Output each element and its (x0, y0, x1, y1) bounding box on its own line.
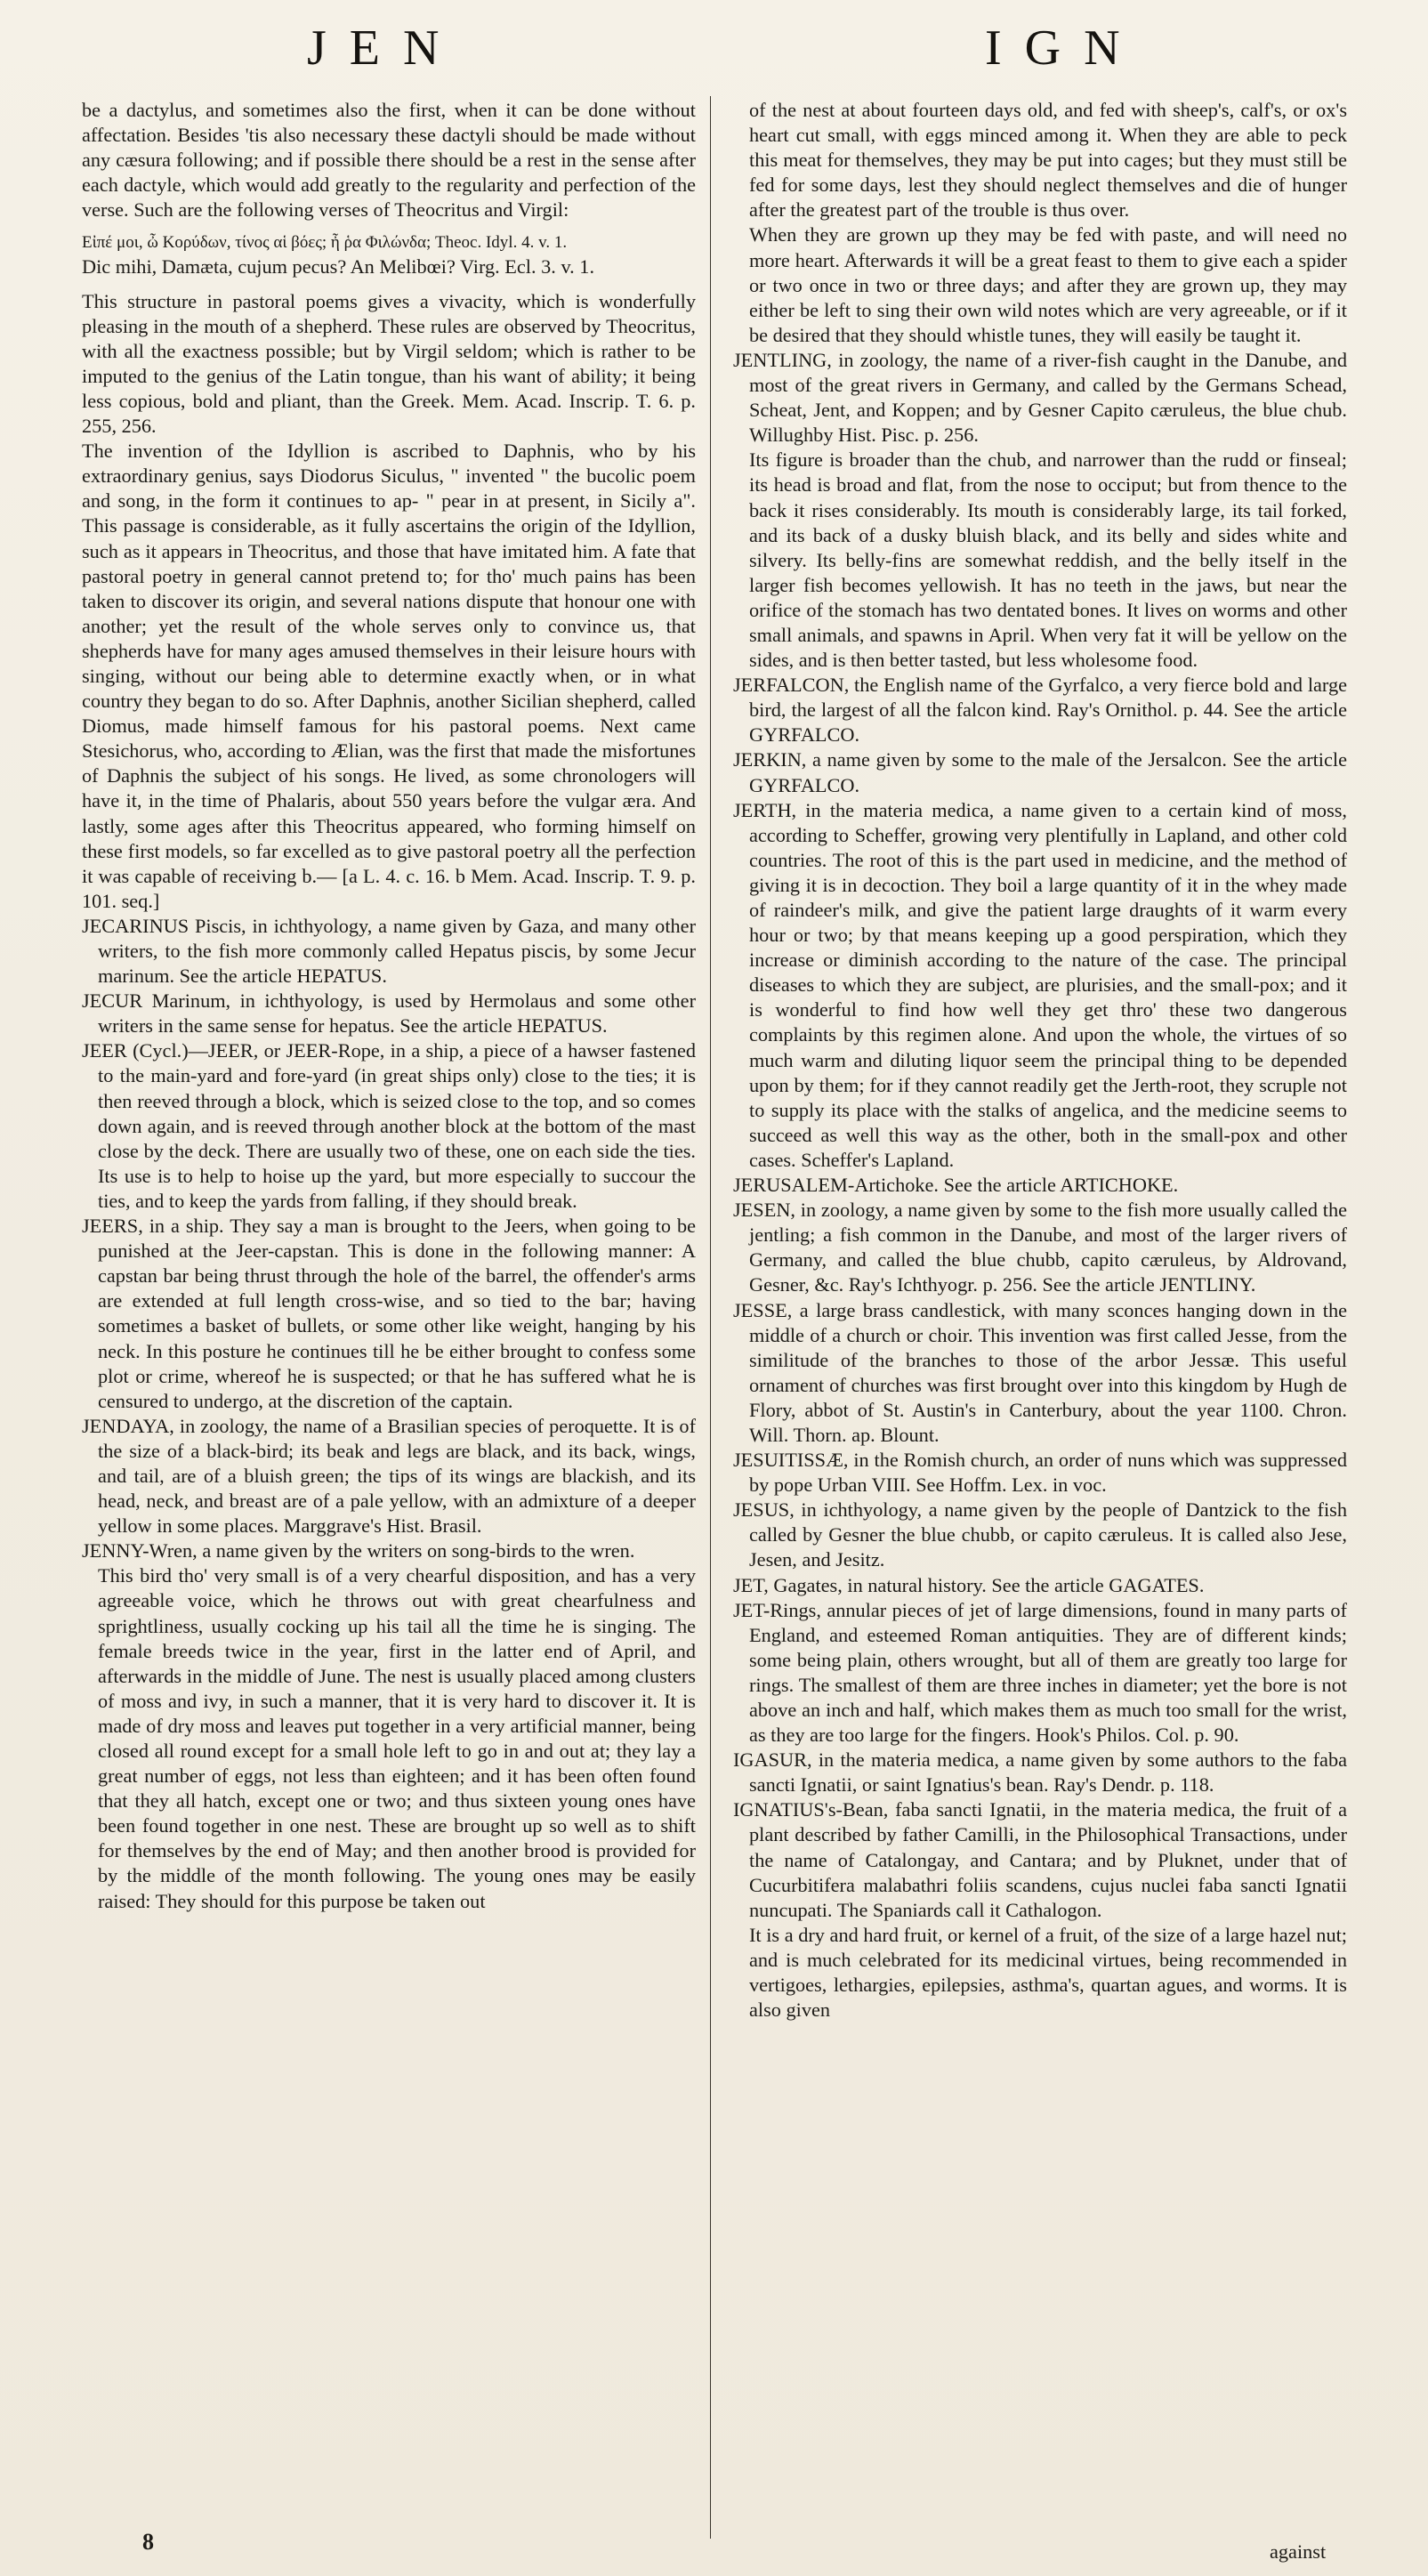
entry-jeers: JEERS, in a ship. They say a man is brought to the Jeers, when going to be punished at the Jeer-capstan. This is done in the following manner: A capstan bar being thrust through the hole of the barrel, the offender's arms are extended at full length cross-wise, and so tied to the bar; having sometimes a basket of bullets, or some other like weight, hanging by his neck. In this posture he continues till he be either brought to confess some plot or crime, whereof he is suspected; or that he has suffered what he is censured to undergo, at the discretion of the captain. (82, 1215, 696, 1412)
entry-jeer: JEER (Cycl.)—JEER, or JEER-Rope, in a ship, a piece of a hawser fastened to the main-yard and fore-yard (in great ships only) close to the ties; it is then reeved through a block, which is seized close to the top, and so comes down again, and is reeved through another block at the bottom of the mast close by the deck. There are usually two of these, one on each side the ties. Its use is to help to hoise up the yard, but more especially to succour the ties, and to keep the yards from falling, if they should break. (82, 1039, 696, 1212)
entry-jerth: JERTH, in the materia medica, a name given to a certain kind of moss, according to Scheffer, growing very plentifully in Lapland, and other cold countries. The root of this is the part used in medicine, and the method of giving it is in decoction. They boil a large quantity of it in the whey made of raindeer's milk, and give the patient large draughts of it warm every hour or two; by that means keeping up a good perspiration, which they increase or diminish according to the nature of the case. The principal diseases to which they are subject, are plurisies, and the small-pox; and it is wonderful to find how well they get thro' these two dangerous complaints by this regimen alone. And upon the whole, the virtues of so much warm and diluting liquor seem the principal thing to be depended upon by them; for if they cannot readily get the Jerth-root, they scruple not to supply its place with the stalks of angelica, and the medicine seems to succeed as well this way as the other, both in the small-pox and other cases. Scheffer's Lapland. (733, 798, 1347, 1171)
running-head-right: IGN (985, 20, 1143, 76)
entry-jesse: JESSE, a large brass candlestick, with many sconces hanging down in the middle of a church or choir. This invention was first called Jesse, from the similitude of the branches to those of the arbor Jessæ. This useful ornament of churches was first brought over into this kingdom by Hugh de Flory, abbot of St. Austin's in Canterbury, about the year 1100. Chron. Will. Thorn. ap. Blount. (733, 1298, 1347, 1446)
entry-jesen: JESEN, in zoology, a name given by some to the fish more usually called the jentling; a fish common in the Danube, and most of the larger rivers of Germany, and called the blue chubb, capito cæruleus, by Aldrovand, Gesner, &c. Ray's Ichthyogr. p. 256. See the article JENTLINY. (733, 1199, 1347, 1296)
entry-jecarinus: JECARINUS Piscis, in ichthyology, a name given by Gaza, and many other writers, to the fish more commonly called Hepatus piscis, by some Jecur marinum. See the article HEPATUS. (82, 914, 696, 988)
catchword: against (1270, 2540, 1327, 2563)
entry-jet-rings: JET-Rings, annular pieces of jet of large dimensions, found in many parts of England, and esteemed Roman antiquities. They are of different kinds; some being plain, others wrought, but all of them are greatly too large for rings. The smallest of them are three inches in diameter; yet the bore is not above an inch and half, which makes them as much too small for the wrist, as they are too large for the fingers. Hook's Philos. Col. p. 90. (733, 1598, 1347, 1747)
entry-jesus: JESUS, in ichthyology, a name given by the people of Dantzick to the fish called by Gesner the blue chubb, or capito cæruleus. It is called also Jese, Jesen, and Jesitz. (733, 1498, 1347, 1571)
entry-jerusalem-artichoke: JERUSALEM-Artichoke. See the article ARTICHOKE. (733, 1174, 1179, 1197)
paragraph: Its figure is broader than the chub, and narrower than the rudd or finseal; its head is broad and flat, from the nose to occiput; but from thence to the back it rises considerably. Its mouth is considerably large, its tail forked, and its back of a dusky bluish black, and its belly and sides white and silvery. Its belly-fins are somewhat reddish, and the belly itself in the larger fish becomes yellowish. It has no teeth in the jaws, but near the orifice of the stomach has two dentated bones. It lives on worms and other small animals, and spawns in April. When very fat it will be yellow on the sides, and is then better tasted, but less wholesome food. (749, 448, 1347, 672)
entry-jerfalcon: JERFALCON, the English name of the Gyrfalco, a very fierce bold and large bird, the largest of all the falcon kind. Ray's Ornithol. p. 44. See the article GYRFALCO. (733, 674, 1347, 747)
paragraph: The invention of the Idyllion is ascribed to Daphnis, who by his extraordinary genius, says Diodorus Siculus, " invented " the bucolic poem and song, in the form it continues to ap- " pear in at present, in Sicily a". This passage is considerable, as it fully ascertains the origin of the Idyllion, such as it appears in Theocritus, and those that have imitated him. A fate that pastoral poetry in general cannot pretend to; for tho' much pains has been taken to discover its origin, and several nations dispute that honour one with another; yet the result of the whole serves only to convince us, that shepherds have for many ages amused themselves in their leisure hours with singing, without our being able to determine exactly when, or in what country they began to do so. After Daphnis, another Sicilian shepherd, called Diomus, made himself famous for his pastoral poems. Next came Stesichorus, who, according to Ælian, was the first that made the misfortunes of Daphnis the subject of his songs. He lived, as some chronologers will have it, in the time of Phalaris, about 550 years before the vulgar æra. And lastly, some ages after this Theocritus appeared, who forming himself on these first models, so far excelled as to give pastoral poetry all the perfection it was capable of receiving b.— [a L. 4. c. 16. b Mem. Acad. Inscrip. T. 9. p. 101. seq.] (82, 440, 696, 912)
entry-igasur: IGASUR, in the materia medica, a name given by some authors to the faba sancti Ignatii, or saint Ignatius's bean. Ray's Dendr. p. 118. (733, 1748, 1347, 1797)
paragraph: It is a dry and hard fruit, or kernel of a fruit, of the size of a large hazel nut; and is much celebrated for its medicinal virtues, being recommended in vertigoes, lethargies, epilepsies, asthma's, quartan agues, and worms. It is also given (749, 1923, 1347, 2022)
paragraph: When they are grown up they may be fed with paste, and will need no more heart. Afterwards it will be a great feast to them to give each a spider or two once in two or three days; and after they are grown up, they may either be left to sing their own wild notes which are very agreeable, or if it be desired that they should whistle tunes, they will easily be taught it. (749, 223, 1347, 346)
entry-jecur: JECUR Marinum, in ichthyology, is used by Hermolaus and some other writers in the same sense for hepatus. See the article HEPATUS. (82, 989, 696, 1038)
paragraph: be a dactylus, and sometimes also the first, when it can be done without affectation. Besides 'tis also necessary these dactyli should be made without any cæsura following; and if possible there should be a rest in the sense after each dactyle, which would add greatly to the regularity and perfection of the verse. Such are the following verses of Theocritus and Virgil: (82, 99, 696, 222)
entry-jentling: JENTLING, in zoology, the name of a river-fish caught in the Danube, and most of the great rivers in Germany, and called by the Germans Schead, Scheat, Jent, and Koppen; and by Gesner Capito cæruleus, the blue chub. Willughby Hist. Pisc. p. 256. (733, 348, 1347, 447)
folio-number: 8 (142, 2529, 154, 2555)
left-column (82, 98, 696, 2536)
running-head-left: JEN (307, 20, 463, 76)
column-divider (710, 96, 711, 2539)
paragraph: This bird tho' very small is of a very chearful disposition, and has a very agreeable voice, which he throws out with great chearfulness and sprightliness, usually cocking up his tail all the time he is singing. The female breeds twice in the year, first in the latter end of April, and afterwards in the middle of June. The nest is usually placed among clusters of moss and ivy, in such a manner, that it is very hard to discover it. It is made of dry moss and leaves put together in a very artificial manner, being closed all round except for a small hole left to go in and out at; they lay a great number of eggs, not less than eighteen; and it has been often found that they all hatch, except one or two; and thus sixteen young ones have been found together in one nest. These are brought up so well as to shift for themselves by the end of May; and then another brood is provided for by the middle of the month following. The young ones may be easily raised: They should for this purpose be taken out (98, 1564, 696, 1912)
right-column (733, 98, 1347, 2536)
paragraph: of the nest at about fourteen days old, and fed with sheep's, calf's, or ox's heart cut small, with eggs minced among it. When they are able to peck this meat for themselves, they may be put into cages; but they must still be fed for some days, lest they should neglect themselves and die of hunger after the greatest part of the trouble is thus over. (749, 99, 1347, 222)
entry-ignatius-bean: IGNATIUS's-Bean, faba sancti Ignatii, in the materia medica, the fruit of a plant described by father Camilli, in the Philosophical Transactions, under the name of Catalongay, and Cantara; and by Pluknet, under that of Cucurbitifera malabathri foliis scandens, cujus nuclei faba sancti Ignatii nuncupati. The Spaniards call it Cathalogon. (733, 1798, 1347, 1921)
latin-quotation: Dic mihi, Damæta, cujum pecus? An Melibœi? Virg. Ecl. 3. v. 1. (82, 255, 595, 279)
entry-jenny-wren: JENNY-Wren, a name given by the writers on song-birds to the wren. (82, 1539, 635, 1563)
entry-jendaya: JENDAYA, in zoology, the name of a Brasilian species of peroquette. It is of the size of a black-bird; its beak and legs are black, and its back, wings, and tail, are of a bluish green; the tips of its wings are blackish, and its head, neck, and breast are of a pale yellow, with an admixture of a deeper yellow in some places. Marggrave's Hist. Brasil. (82, 1414, 696, 1538)
entry-jet: JET, Gagates, in natural history. See the article GAGATES. (733, 1573, 1205, 1596)
entry-jesuitissae: JESUITISSÆ, in the Romish church, an order of nuns which was suppressed by pope Urban VIII. See Hoffm. Lex. in voc. (733, 1449, 1347, 1497)
entry-jerkin: JERKIN, a name given by some to the male of the Jersalcon. See the article GYRFALCO. (733, 748, 1347, 796)
greek-quotation: Εἰπέ μοι, ὦ Κορύδων, τίνος αἱ βόες; ἦ ῥα Φιλώνδα; Theoc. Idyl. 4. v. 1. (82, 233, 568, 253)
paragraph: This structure in pastoral poems gives a vivacity, which is wonderfully pleasing in the mouth of a shepherd. These rules are observed by Theocritus, with all the exactness possible; but by Virgil seldom; which is rather to be imputed to the genius of the Latin tongue, than his want of ability; it being less copious, bold and pliant, than the Greek. Mem. Acad. Inscrip. T. 6. p. 255, 256. (82, 289, 696, 438)
